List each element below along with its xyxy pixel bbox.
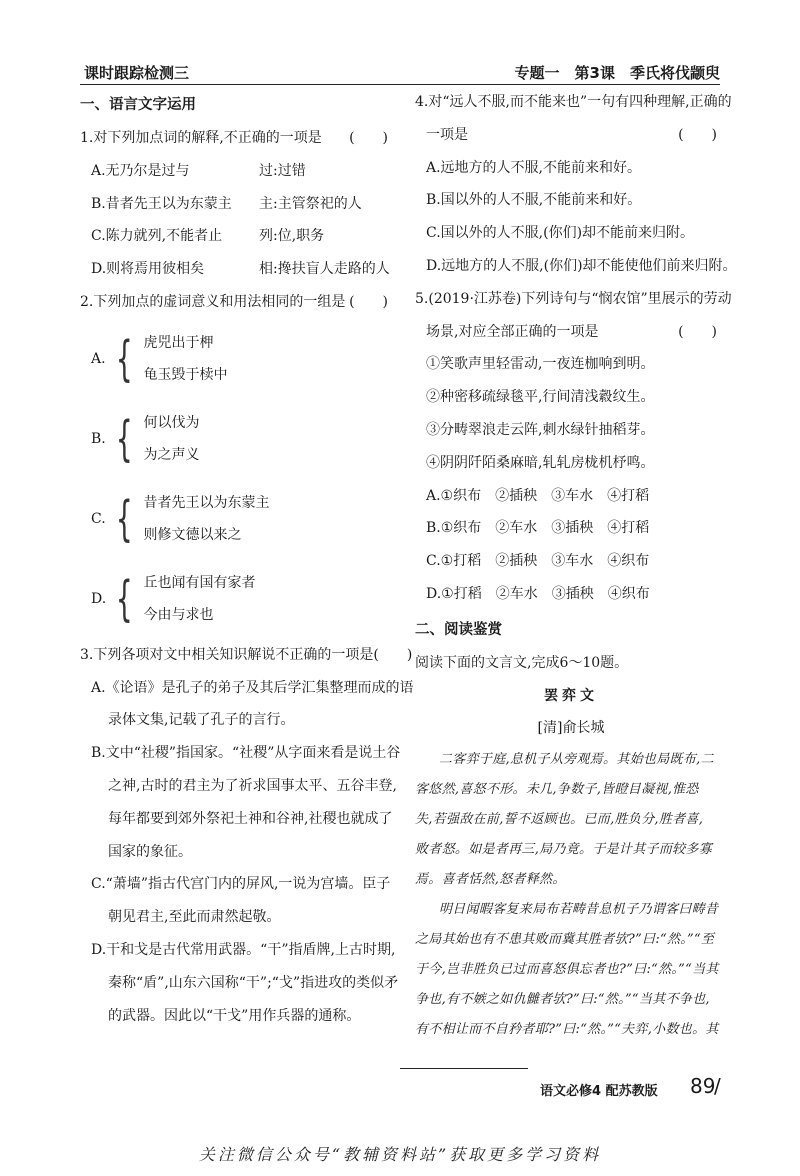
- passage-line: 失,若强敌在前,誓不返顾也。已而,胜负分,胜者喜,: [415, 812, 704, 828]
- section-heading-2: 二、阅读鉴赏: [415, 621, 502, 638]
- q5-option-b: B.①织布 ②车水 ③插秧 ④打稻: [426, 520, 650, 537]
- passage-title: 罢弈文: [544, 687, 598, 704]
- right-column: [415, 86, 737, 1045]
- answer-paren: ( ): [349, 130, 388, 146]
- q5-option-d: D.①打稻 ②车水 ③插秧 ④织布: [426, 585, 650, 602]
- q4-option-c: C.国以外的人不服,(你们)却不能前来归附。: [426, 225, 695, 242]
- section-heading-1: 一、语言文字运用: [80, 97, 196, 113]
- question-5-stem: 5.(2019·江苏卷)下列诗句与“悯农馆”里展示的劳动: [415, 290, 732, 307]
- brace-icon: {: [115, 490, 133, 547]
- q2-option-b: B. { 何以伐为 为之声义: [91, 410, 200, 467]
- running-header-right: 专题一 第3课 季氏将伐颛臾: [514, 64, 720, 82]
- q3-line: C.“萧墙”指古代宫门内的屏风,一说为宫墙。臣子: [91, 876, 391, 893]
- q1-option-b: B.昔者先王以为东蒙主 主:主管祭祀的人: [91, 195, 362, 212]
- header-rule: [80, 84, 720, 85]
- passage-author: [清]俞长城: [537, 720, 605, 737]
- q3-line: 每年都要到郊外祭祀土神和谷神,社稷也就成了: [108, 810, 393, 827]
- question-4-stem: 4.对“远人不服,而不能来也”一句有四种理解,正确的: [415, 94, 732, 110]
- passage-line: 明日闻暇客复来局布若畴昔息机子乃谓客曰畴昔: [439, 902, 719, 918]
- q5-poem-line: ②种密移疏绿毯平,行间清浅縠纹生。: [426, 389, 655, 406]
- passage-line: 二客弈于庭,息机子从旁观焉。其始也局既布,二: [439, 752, 714, 768]
- q3-line: 国家的象征。: [108, 843, 192, 860]
- brace-icon: {: [115, 570, 133, 627]
- passage-line: 之局其始也有不患其败而冀其胜者欤?”曰:“然。”“至: [415, 932, 715, 948]
- q1-option-c: C.陈力就列,不能者止 列:位,职务: [91, 228, 325, 245]
- answer-paren: ( ): [373, 646, 413, 663]
- q4-option-d: D.远地方的人不服,(你们)却不能使他们前来归附。: [426, 257, 737, 274]
- q3-line: 的武器。因此以“干戈”用作兵器的通称。: [108, 1007, 361, 1024]
- q1-option-a: A.无乃尔是过与 过:过错: [91, 162, 306, 179]
- left-column: [80, 86, 414, 1032]
- passage-line: 于今,岂非胜负已过而喜怒俱忘者也?”曰:“然。”“当其: [415, 962, 719, 978]
- answer-paren: ( ): [678, 323, 717, 340]
- q3-line: 录体文集,记载了孔子的言行。: [108, 712, 295, 729]
- passage-line: 焉。喜者恬然,怒者释然。: [415, 872, 566, 888]
- brace-icon: {: [115, 410, 133, 467]
- q2-option-d: D. { 丘也闻有国有家者 今由与求也: [91, 570, 256, 627]
- question-5-stem-cont: 场景,对应全部正确的一项是 ( ): [415, 316, 727, 349]
- q4-option-a: A.远地方的人不服,不能前来和好。: [426, 159, 642, 176]
- q3-line: B.文中“社稷”指国家。“社稷”从字面来看是说土谷: [91, 745, 401, 762]
- running-header-left: 课时跟踪检测三: [84, 64, 190, 82]
- answer-paren: ( ): [678, 126, 717, 143]
- q3-line: 秦称“盾”,山东六国称“干”;“戈”指进攻的类似矛: [108, 974, 399, 991]
- q4-option-b: B.国以外的人不服,不能前来和好。: [426, 192, 642, 209]
- q2-option-c: C. { 昔者先王以为东蒙主 则修文德以来之: [91, 490, 270, 547]
- question-1-stem: 1.对下列加点词的解释,不正确的一项是 ( ): [80, 122, 398, 155]
- footer-rule: [400, 1068, 528, 1069]
- question-2-stem: 2.下列加点的虚词意义和用法相同的一组是 ( ): [80, 286, 398, 319]
- q5-poem-line: ③分畴翠浪走云阵,刺水绿针抽稻芽。: [426, 421, 655, 438]
- reading-intro: 阅读下面的文言文,完成6～10题。: [415, 654, 629, 671]
- question-3-stem: 3.下列各项对文中相关知识解说不正确的一项是 ( ): [80, 639, 398, 672]
- q3-line: A.《论语》是孔子的弟子及其后学汇集整理而成的语: [91, 679, 414, 696]
- passage-line: 客悠然,喜怒不形。未几,争数子,皆瞪目凝视,惟恐: [415, 782, 699, 798]
- passage-line: 争也,有不嫉之如仇雠者欤?”曰:“然。”“当其不争也,: [415, 992, 710, 1008]
- q5-poem-line: ①笑歌声里轻雷动,一夜连枷响到明。: [426, 356, 655, 373]
- passage-line: 有不相让而不自矜者耶?”曰:“然。”“夫弈,小数也。其: [415, 1022, 719, 1038]
- q1-option-d: D.则将焉用彼相矣 相:搀扶盲人走路的人: [91, 261, 390, 278]
- watermark-text: 关注微信公众号“教辅资料站”获取更多学习资料: [198, 1145, 602, 1164]
- footer-book-title: 语文必修4 配苏教版: [540, 1084, 658, 1099]
- q5-option-c: C.①打稻 ②插秧 ③车水 ④织布: [426, 553, 650, 570]
- answer-paren: ( ): [349, 293, 388, 310]
- passage-line: 败者怒。如是者再三,局乃竟。于是计其子而较多寡: [415, 842, 713, 858]
- page-number: 89: [690, 1074, 716, 1098]
- q3-line: 朝见君主,至此而肃然起敬。: [108, 909, 281, 926]
- q2-option-a: A. { 虎兕出于柙 龟玉毁于椟中: [91, 330, 228, 387]
- q5-poem-line: ④阴阴阡陌桑麻暗,轧轧房栊机杼鸣。: [426, 454, 655, 471]
- q5-option-a: A.①织布 ②插秧 ③车水 ④打稻: [426, 487, 650, 504]
- q3-line: 之神,古时的君主为了祈求国事太平、五谷丰登,: [108, 777, 397, 794]
- footer-slash: /: [714, 1074, 721, 1098]
- brace-icon: {: [115, 330, 133, 387]
- q3-line: D.干和戈是古代常用武器。“干”指盾牌,上古时期,: [91, 941, 396, 958]
- question-4-stem-cont: 一项是 ( ): [415, 119, 727, 152]
